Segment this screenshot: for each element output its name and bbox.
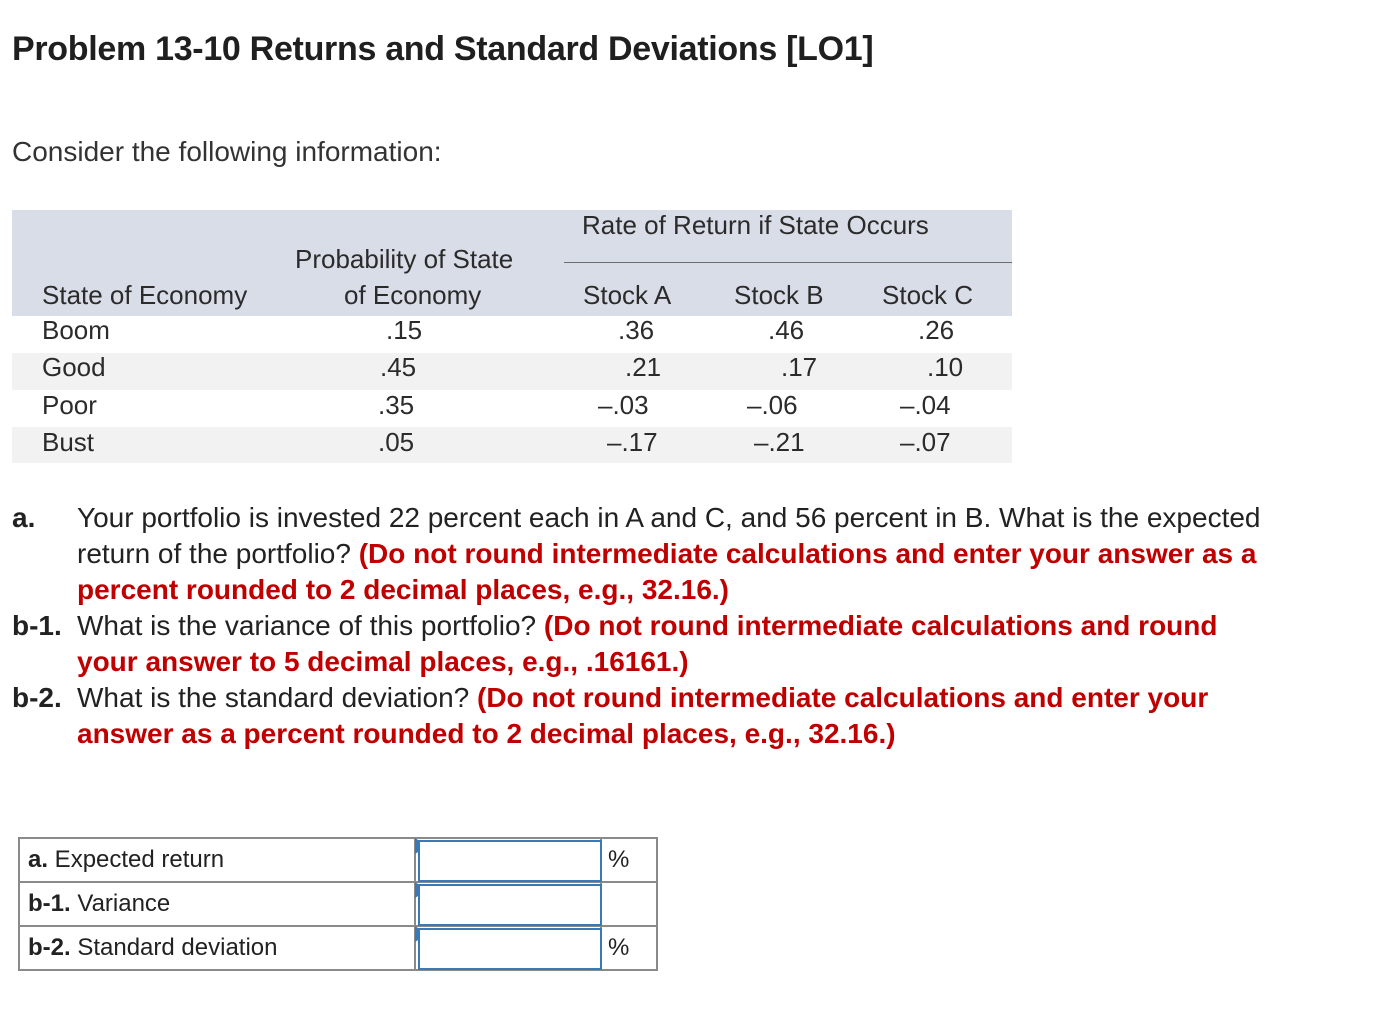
stock-a-cell: –.17 — [607, 427, 658, 457]
stock-b-cell: –.21 — [754, 427, 805, 457]
question-label: a. — [12, 502, 36, 533]
answer-table — [18, 837, 658, 971]
answer-label — [19, 882, 415, 926]
question-b1 — [12, 608, 1262, 680]
question-a — [12, 500, 1262, 608]
probability-cell: .45 — [380, 352, 417, 382]
rate-of-return-header: Rate of Return if State Occurs — [582, 210, 929, 240]
stock-c-header: Stock C — [882, 280, 974, 310]
probability-cell: .15 — [386, 315, 423, 345]
question-instruction: (Do not round intermediate calculations and round your answer to 5 decimal places, e.g., .16161.) — [77, 610, 1218, 677]
answer-input-cell — [415, 882, 601, 926]
stock-a-cell: .36 — [618, 315, 655, 345]
page-title: Problem 13-10 Returns and Standard Deviations [LO1] — [12, 30, 874, 68]
expected-return-input[interactable] — [418, 840, 602, 882]
question-b2 — [12, 680, 1262, 752]
answer-row-expected-return — [19, 838, 657, 882]
state-cell: Good — [42, 352, 106, 382]
stock-c-cell: .26 — [918, 315, 955, 345]
answer-row-variance — [19, 882, 657, 926]
state-header: State of Economy — [42, 280, 248, 310]
answer-label-text: Variance — [70, 890, 171, 917]
answer-input-cell — [415, 926, 601, 970]
stock-b-cell: .46 — [768, 315, 805, 345]
stock-b-cell: .17 — [781, 352, 818, 382]
stock-a-cell: –.03 — [598, 390, 649, 420]
answer-row-standard-deviation — [19, 926, 657, 970]
answer-label-prefix: b-2. — [28, 934, 71, 961]
stock-c-cell: –.04 — [900, 390, 951, 420]
question-instruction: (Do not round intermediate calculations and enter your answer as a percent rounded to 2 decimal places, e.g., 32.16.) — [77, 682, 1209, 749]
stock-c-cell: –.07 — [900, 427, 951, 457]
answer-unit: % — [601, 838, 657, 882]
intro-text: Consider the following information: — [12, 136, 442, 167]
returns-table — [12, 210, 1012, 463]
answer-label-prefix: a. — [28, 846, 49, 873]
stock-b-header: Stock B — [734, 280, 824, 310]
answer-label-text: Standard deviation — [70, 934, 278, 961]
question-text: What is the standard deviation? — [77, 682, 470, 713]
answer-label — [19, 926, 415, 970]
question-label: b-1. — [12, 610, 62, 641]
question-text: What is the variance of this portfolio? — [77, 610, 537, 641]
probability-cell: .05 — [378, 427, 415, 457]
answer-label — [19, 838, 415, 882]
row-band — [12, 427, 1012, 463]
probability-header-line1: Probability of State — [295, 244, 514, 274]
answer-unit — [601, 882, 657, 926]
answer-unit: % — [601, 926, 657, 970]
answer-input-cell — [415, 838, 601, 882]
answer-label-prefix: b-1. — [28, 890, 71, 917]
variance-input[interactable] — [418, 884, 602, 926]
row-band — [12, 316, 1012, 353]
state-cell: Bust — [42, 427, 95, 457]
question-list — [12, 500, 1262, 752]
question-label: b-2. — [12, 682, 62, 713]
stock-a-cell: .21 — [625, 352, 662, 382]
state-cell: Poor — [42, 390, 97, 420]
stock-a-header: Stock A — [583, 280, 672, 310]
stock-b-cell: –.06 — [747, 390, 798, 420]
question-instruction: (Do not round intermediate calculations and enter your answer as a percent rounded to 2 decimal places, e.g., 32.16.) — [77, 538, 1257, 605]
header-rule — [564, 262, 1012, 263]
probability-header-line2: of Economy — [344, 280, 482, 310]
answer-label-text: Expected return — [48, 846, 225, 873]
question-text: Your portfolio is invested 22 percent each in A and C, and 56 percent in B. What is the expected return of the portfolio? — [77, 502, 1261, 569]
row-band — [12, 390, 1012, 427]
stock-c-cell: .10 — [927, 352, 964, 382]
row-band — [12, 353, 1012, 390]
probability-cell: .35 — [378, 390, 415, 420]
state-cell: Boom — [42, 315, 110, 345]
standard-deviation-input[interactable] — [418, 928, 602, 970]
